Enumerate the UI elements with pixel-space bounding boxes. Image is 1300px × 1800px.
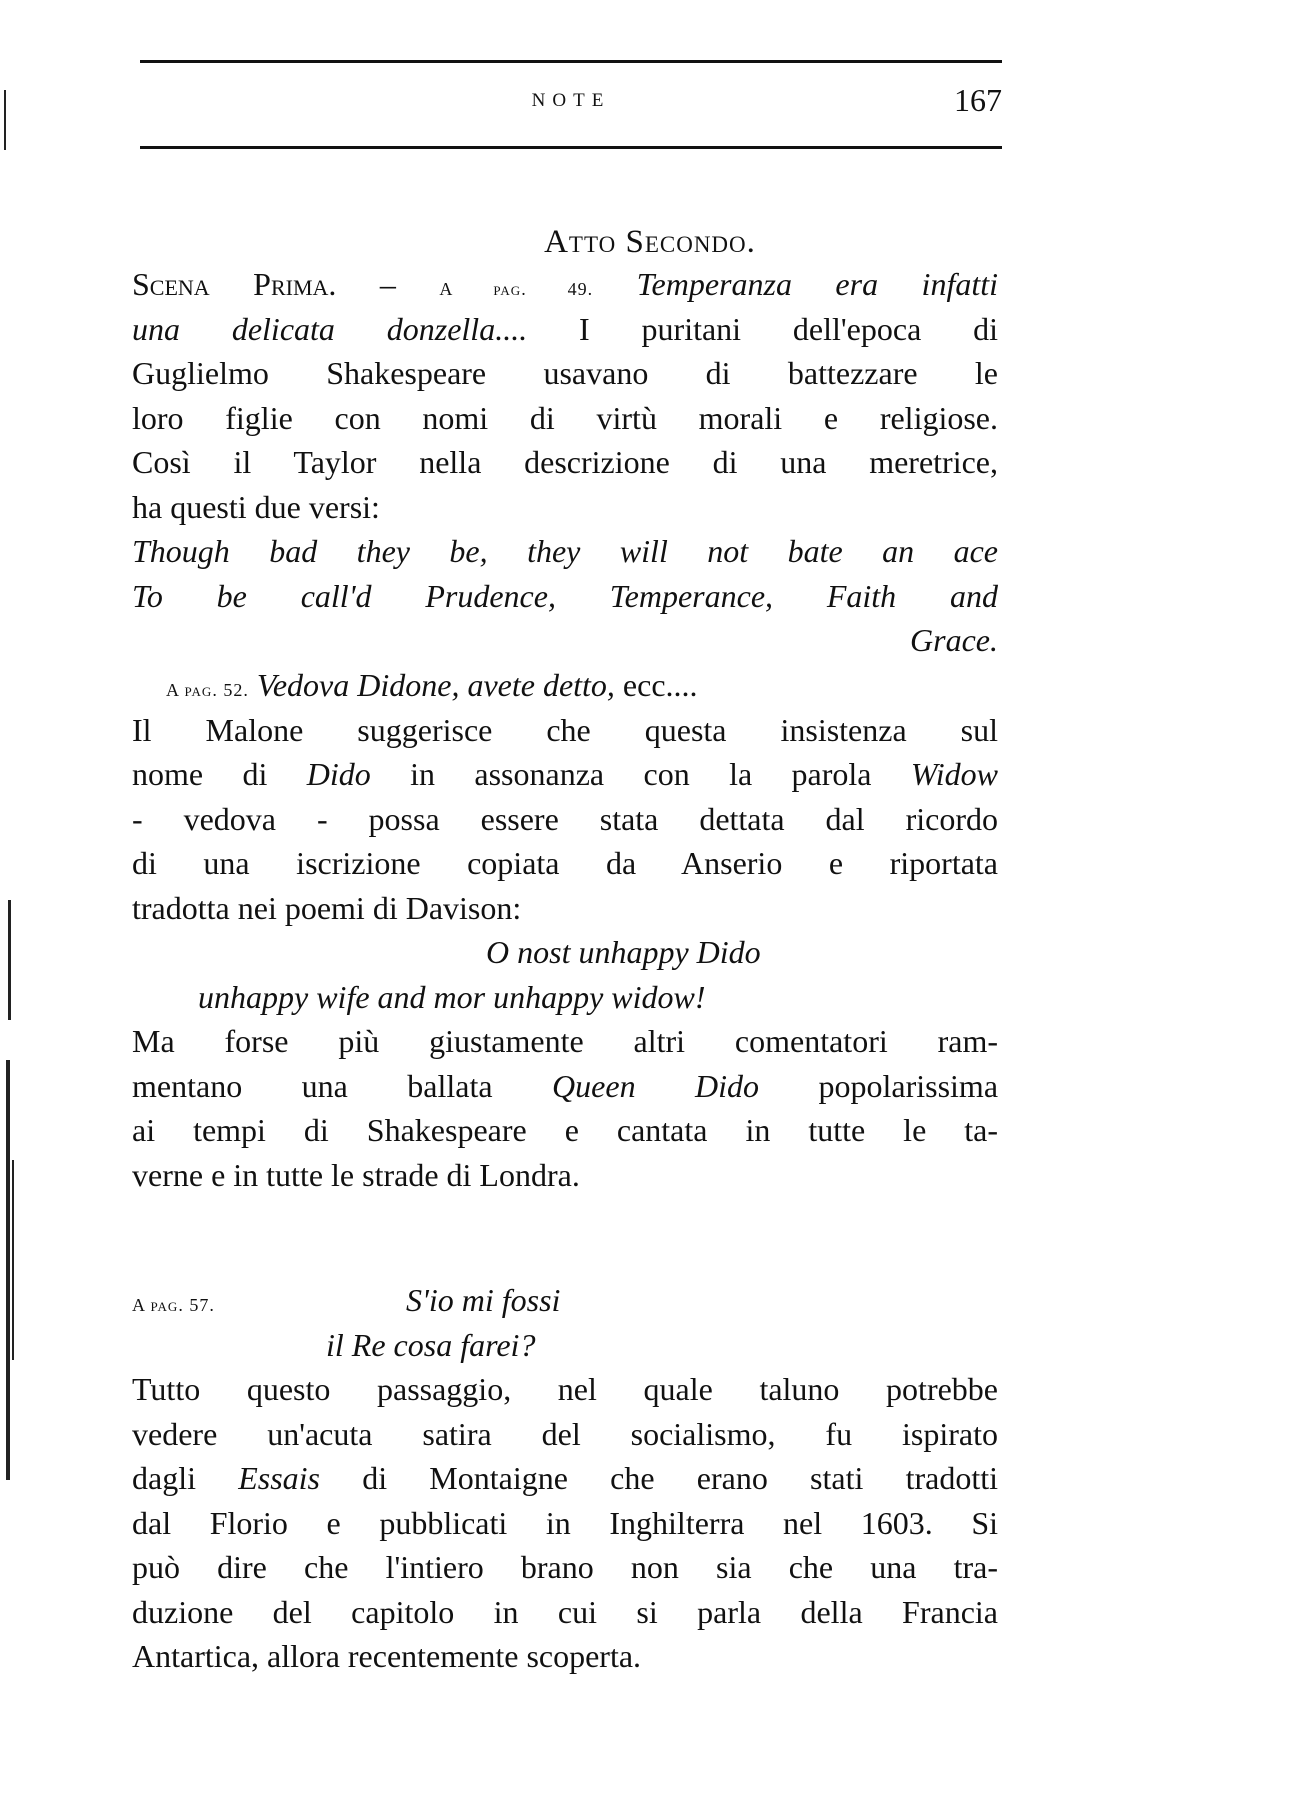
text-line: ha questi due versi: [132,488,380,525]
note-block-page-57 [132,1278,998,1679]
text-line [132,663,998,708]
text-line: tradotta nei poemi di Davison: [132,889,522,926]
text-line: Antartica, allora recentemente scoperta. [132,1638,642,1674]
italic-word: Essais [238,1460,320,1496]
quoted-phrase: Temperanza era infatti [636,266,999,302]
verse-line: il Re cosa farei? [326,1326,536,1363]
running-header [140,82,1002,122]
text-line [132,262,998,307]
act-title: Atto Secondo. [544,224,756,260]
scanned-margin-edge [0,0,30,1800]
scan-edge-mark [12,1160,14,1360]
text-line: Così il Taylor nella descrizione di una meretrice, [132,444,998,480]
verse-line: Though bad they be, they will not bate an ace [132,533,998,569]
note-block-page-52 [132,663,998,1197]
italic-word: Queen Dido [552,1067,760,1104]
text-line: Guglielmo Shakespeare usavano di battezzare le [132,355,998,391]
text-run: ecc.... [614,667,698,703]
text-line: ai tempi di Shakespeare e cantata in tutte le ta- [132,1112,998,1148]
text-line: di una iscrizione copiata da Anserio e riportata [132,845,998,881]
page-reference: A pag. 49. [439,279,594,299]
verse-line: O nost unhappy Dido [486,934,761,970]
text-line: può dire che l'intiero brano non sia che una tra- [132,1549,998,1585]
text-line: dal Florio e pubblicati in Inghilterra nel 1603. Si [132,1504,998,1541]
scan-edge-mark [8,900,11,1020]
dash: – [336,266,440,302]
text-line: Tutto questo passaggio, nel quale taluno potrebbe [132,1371,998,1407]
text-line: vedere un'acuta satira del socialismo, fu ispirato [132,1415,998,1452]
header-rule-bottom [140,146,1002,149]
verse-line: Grace. [910,622,998,658]
text-line [132,1456,998,1501]
scan-edge-mark [4,90,6,150]
text-line: - vedova - possa essere stata dettata dal ricordo [132,800,998,837]
page-reference: A pag. 57. [132,1295,215,1315]
text-run: popolarissima [759,1067,999,1104]
text-run: dagli [132,1460,239,1496]
text-run: di Montaigne che erano stati tradotti [320,1460,999,1496]
text-line: Il Malone suggerisce che questa insistenza sul [132,711,998,748]
text-line [132,307,998,352]
text-line: loro figlie con nomi di virtù morali e religiose. [132,399,998,436]
verse-line: unhappy wife and mor unhappy widow! [198,978,706,1015]
italic-word: Widow [910,756,999,792]
text-line [132,752,998,797]
text-run: nome di [132,756,307,792]
verse-line: S'io mi fossi [406,1282,561,1318]
text-line: Ma forse più giustamente altri comentatori ram- [132,1023,998,1059]
text-line [132,1278,998,1323]
text-line: duzione del capitolo in cui si parla della Francia [132,1593,998,1630]
header-rule-top [140,60,1002,63]
scene-label: Scena Prima. [132,266,337,302]
text-run: I puritani dell'epoca di [527,310,999,347]
scan-edge-mark [6,1060,10,1480]
text-run: mentano una ballata [132,1067,553,1104]
text-line: verne e in tutte le strade di Londra. [132,1156,580,1193]
page-number: 167 [954,82,1002,118]
running-title: NOTE [531,90,611,111]
quoted-phrase: Vedova Didone, avete detto, [256,667,615,703]
note-block-scene-one [132,262,998,663]
quoted-phrase: una delicata donzella.... [132,310,528,347]
page-reference: A pag. 52. [166,680,249,700]
text-run: in assonanza con la parola [370,756,911,792]
verse-line: To be call'd Prudence, Temperance, Faith and [132,577,998,614]
text-line [132,1064,998,1109]
italic-word: Dido [306,756,371,792]
